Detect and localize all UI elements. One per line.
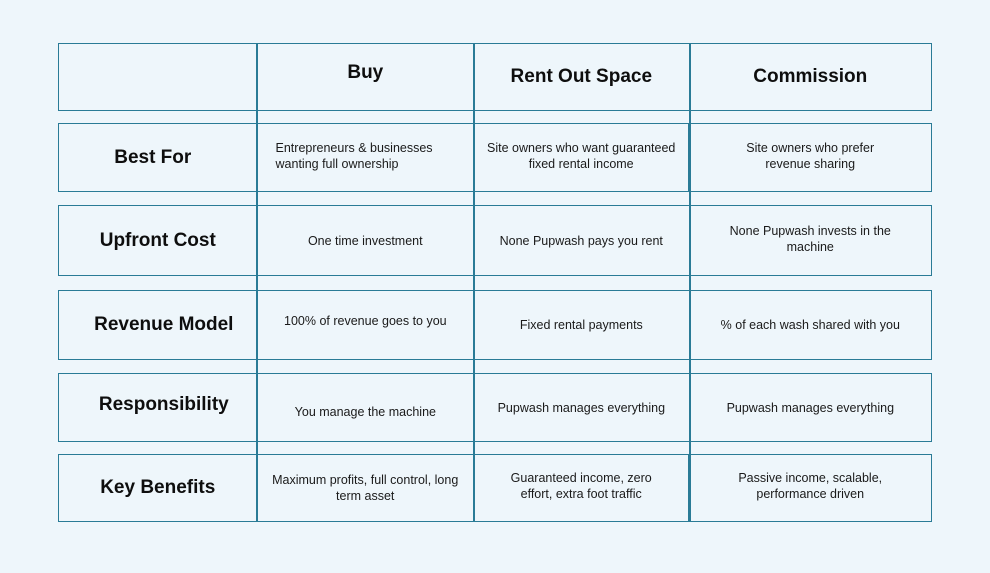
cell-best-for-rent: Site owners who want guaranteed fixed rental income <box>473 124 688 191</box>
column-divider-3 <box>689 43 691 522</box>
header-commission: Commission <box>689 44 931 110</box>
row-label-revenue-model: Revenue Model <box>94 314 234 335</box>
row-label-best-for: Best For <box>114 146 192 168</box>
table-row-upfront-cost <box>58 205 932 276</box>
cell-upfront-buy: One time investment <box>257 206 473 275</box>
cell-responsibility-buy: You manage the machine <box>257 374 474 441</box>
cell-best-for-buy: Entrepreneurs & businesses wanting full ownership <box>257 124 473 191</box>
header-buy: Buy <box>257 44 474 110</box>
cell-benefits-rent: Guaranteed income, zero effort, extra foot traffic <box>473 455 689 521</box>
cell-best-for-commission: Site owners who prefer revenue sharing <box>688 124 931 191</box>
column-divider-1 <box>256 43 258 522</box>
row-label-upfront-cost: Upfront Cost <box>99 229 216 251</box>
cell-responsibility-commission: Pupwash manages everything <box>689 374 931 441</box>
cell-benefits-buy: Maximum profits, full control, long term asset <box>256 455 472 521</box>
row-label-key-benefits: Key Benefits <box>100 477 216 498</box>
table-row-revenue-model <box>58 290 932 360</box>
cell-revenue-commission: % of each wash shared with you <box>689 291 931 359</box>
header-row <box>58 43 932 111</box>
table-row-best-for <box>58 123 932 192</box>
table-row-key-benefits <box>58 454 932 522</box>
cell-responsibility-rent: Pupwash manages everything <box>473 374 689 441</box>
cell-revenue-rent: Fixed rental payments <box>473 291 689 359</box>
cell-upfront-commission: None Pupwash invests in the machine <box>689 206 932 275</box>
header-rent-out-space: Rent Out Space <box>473 44 689 110</box>
header-empty-cell <box>59 44 257 110</box>
row-label-responsibility: Responsibility <box>98 393 229 415</box>
cell-revenue-buy: 100% of revenue goes to you <box>257 291 474 359</box>
column-divider-2 <box>473 43 475 522</box>
table-row-responsibility <box>58 373 932 442</box>
cell-benefits-commission: Passive income, scalable, performance driven <box>688 455 931 521</box>
cell-upfront-rent: None Pupwash pays you rent <box>473 206 688 275</box>
